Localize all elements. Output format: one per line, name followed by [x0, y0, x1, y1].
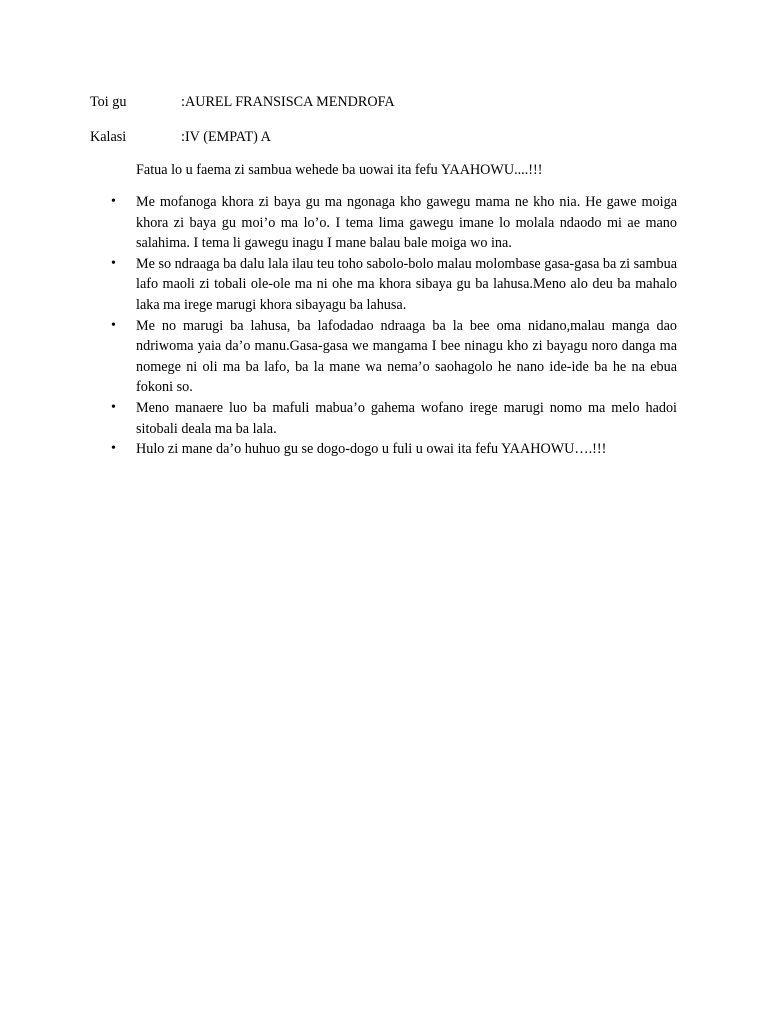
- class-label: Kalasi: [90, 129, 127, 145]
- name-separator: :: [181, 94, 185, 110]
- list-item: [111, 316, 677, 398]
- name-field-row: [90, 92, 395, 112]
- list-item-text: Me so ndraaga ba dalu lala ilau teu toho sabolo-bolo malau molombase gasa-gasa ba zi sambua lafo maoli zi tobali ole-ole ma ni ohe ma khora sibaya gu ba lahusa.Meno alo deu ba mahalo laka ma irege marugi khora sibayagu ba lahusa.: [136, 255, 677, 313]
- list-item-text: Hulo zi mane da’o huhuo gu se dogo-dogo u fuli u owai ita fefu YAAHOWU….!!!: [136, 441, 607, 458]
- name-value: AUREL FRANSISCA MENDROFA: [184, 94, 395, 110]
- list-item: [111, 192, 677, 254]
- bullet-icon: •: [111, 255, 116, 271]
- intro-paragraph: Fatua lo u faema zi sambua wehede ba uowai ita fefu YAAHOWU....!!!: [136, 162, 543, 178]
- list-item: [111, 439, 677, 460]
- name-label: Toi gu: [90, 94, 127, 110]
- list-item-text: Me no marugi ba lahusa, ba lafodadao ndraaga ba la bee oma nidano,malau manga dao ndriwoma yaia da’o manu.Gasa-gasa we mangama I bee ninagu kho zi bayagu noro danga ma nomege ni oli ma ba lafo, ba la mane wa nema’o saohagolo he nano ide-ide ba he na ebua fokoni so.: [136, 317, 677, 396]
- class-separator: :: [181, 129, 185, 145]
- list-item-text: Me mofanoga khora zi baya gu ma ngonaga kho gawegu mama ne kho nia. He gawe moiga khora zi baya gu moi’o ma lo’o. I tema lima gawegu imane lo molala ndaodo mi ae mano salahima. I tema li gawegu inagu I mane balau bale moiga wo ina.: [136, 194, 677, 252]
- bullet-icon: •: [111, 399, 116, 415]
- class-value: IV (EMPAT) A: [184, 129, 271, 145]
- bullet-icon: •: [111, 441, 116, 457]
- bullet-list: [0, 192, 768, 460]
- list-item-text: Meno manaere luo ba mafuli mabua’o gahema wofano irege marugi nomo ma melo hadoi sitobali deala ma ba lala.: [136, 399, 677, 437]
- bullet-icon: •: [111, 194, 116, 209]
- list-item: [111, 254, 677, 316]
- bullet-icon: •: [111, 317, 116, 333]
- list-item: [111, 398, 677, 439]
- class-field-row: [90, 127, 271, 147]
